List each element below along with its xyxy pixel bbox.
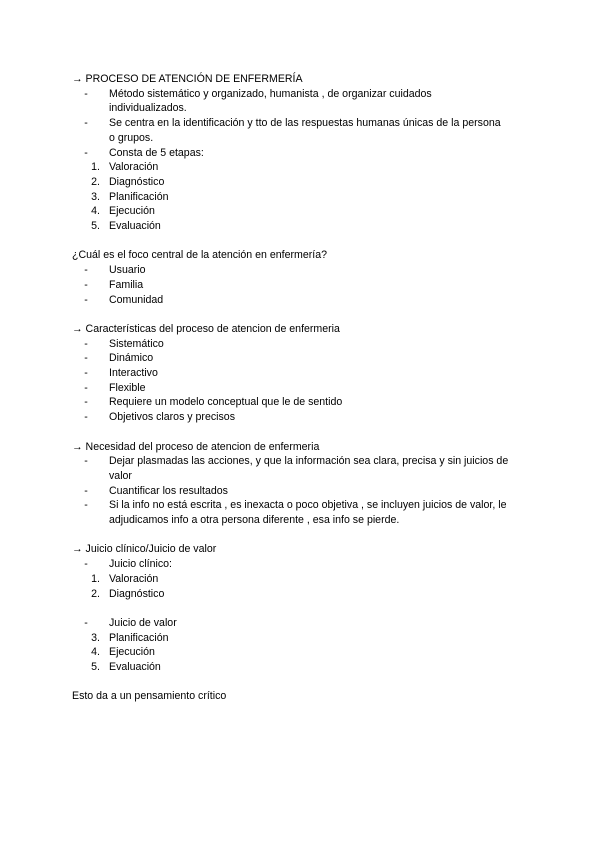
list-item-text: Cuantificar los resultados xyxy=(109,484,228,497)
bullet-dash: - xyxy=(84,293,88,306)
bullet-dash: - xyxy=(84,484,88,497)
bullet-dash: - xyxy=(84,367,88,379)
section-heading: → Características del proceso de atencion de enfermeria xyxy=(72,322,340,335)
bullet-dash: - xyxy=(84,558,88,571)
bullet-dash: - xyxy=(84,411,88,424)
list-item-text: Evaluación xyxy=(109,220,161,232)
list-item-text: Diagnóstico xyxy=(109,587,165,600)
list-item-text: Valoración xyxy=(109,572,159,585)
list-item-text: Familia xyxy=(109,278,144,291)
list-number: 5. xyxy=(91,661,100,673)
list-item-text: Comunidad xyxy=(109,293,164,306)
list-number: 5. xyxy=(91,220,100,232)
section-heading: → Necesidad del proceso de atencion de enfermeria xyxy=(72,440,320,453)
section-heading: → Juicio clínico/Juicio de valor xyxy=(72,543,217,556)
list-item-text: Evaluación xyxy=(109,661,161,673)
list-number: 2. xyxy=(91,587,100,600)
list-number: 1. xyxy=(91,161,100,174)
bullet-dash: - xyxy=(84,278,88,291)
bullet-dash: - xyxy=(84,117,88,130)
bullet-dash: - xyxy=(84,337,88,350)
list-item-text: Ejecución xyxy=(109,205,155,218)
list-item-text: Valoración xyxy=(109,161,159,174)
list-item-text: Se centra en la identificación y tto de las respuestas humanas únicas de la persona xyxy=(109,117,501,130)
list-item-text: Dinámico xyxy=(109,352,154,365)
list-item-text: Método sistemático y organizado, humanista , de organizar cuidados xyxy=(109,87,432,100)
list-item-text: adjudicamos info a otra persona diferente , esa info se pierde. xyxy=(109,514,400,526)
list-item-text: Planificación xyxy=(109,631,169,644)
list-item-text: o grupos. xyxy=(109,131,154,144)
section-heading: ¿Cuál es el foco central de la atención en enfermería? xyxy=(72,249,327,262)
list-item-text: Planificación xyxy=(109,190,169,203)
list-item-text: Sistemático xyxy=(109,337,164,350)
list-item-text: Interactivo xyxy=(109,367,158,379)
list-number: 4. xyxy=(91,646,100,659)
bullet-dash: - xyxy=(84,499,88,512)
list-item-text: valor xyxy=(109,469,132,482)
list-number: 3. xyxy=(91,190,100,203)
list-number: 1. xyxy=(91,572,100,585)
bullet-dash: - xyxy=(84,264,88,277)
list-item-text: Requiere un modelo conceptual que le de sentido xyxy=(109,396,343,409)
bullet-dash: - xyxy=(84,616,88,629)
list-number: 2. xyxy=(91,175,100,188)
list-item-text: Si la info no está escrita , es inexacta o poco objetiva , se incluyen juicios de valor, le xyxy=(109,499,507,512)
bullet-dash: - xyxy=(84,87,88,100)
list-item-text: Consta de 5 etapas: xyxy=(109,146,204,159)
list-number: 4. xyxy=(91,205,100,218)
section-heading: Esto da a un pensamiento crítico xyxy=(72,690,227,703)
list-item-text: Usuario xyxy=(109,264,146,277)
list-item-text: Juicio clínico: xyxy=(109,558,172,571)
list-item-text: Ejecución xyxy=(109,646,155,659)
list-number: 3. xyxy=(91,631,100,644)
bullet-dash: - xyxy=(84,455,88,468)
bullet-dash: - xyxy=(84,381,88,394)
section-heading: → PROCESO DE ATENCIÓN DE ENFERMERÍA xyxy=(72,73,303,85)
list-item-text: Juicio de valor xyxy=(109,616,177,629)
list-item-text: Dejar plasmadas las acciones, y que la información sea clara, precisa y sin juicios de xyxy=(109,455,509,468)
list-item-text: individualizados. xyxy=(109,102,187,115)
list-item-text: Flexible xyxy=(109,381,146,394)
bullet-dash: - xyxy=(84,146,88,159)
bullet-dash: - xyxy=(84,396,88,409)
list-item-text: Objetivos claros y precisos xyxy=(109,411,235,424)
bullet-dash: - xyxy=(84,352,88,365)
list-item-text: Diagnóstico xyxy=(109,175,165,188)
